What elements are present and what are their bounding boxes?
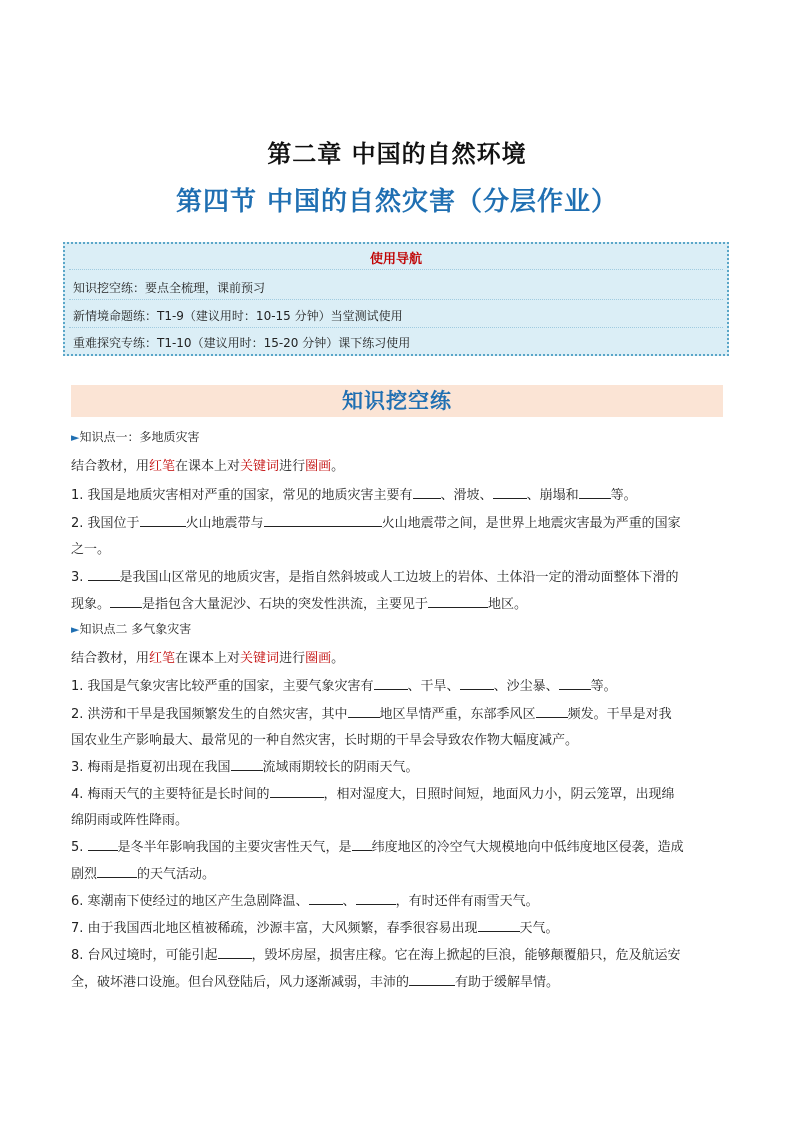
answer-blank[interactable] — [536, 705, 568, 718]
section-banner: 知识挖空练 — [71, 385, 723, 417]
navigation-row-preview: 知识挖空练：要点全梳理，课前预习 — [73, 281, 266, 295]
answer-blank[interactable] — [413, 486, 441, 499]
kp2-question-4: 4. 梅雨天气的主要特征是长时间的 ，相对湿度大，日照时间短，地面风力小，阴云笼罩，出现绵 — [71, 787, 675, 802]
answer-blank[interactable] — [428, 595, 488, 608]
kp1-question-2-cont: 之一。 — [71, 542, 111, 557]
kp2-question-5: 5. 是冬半年影响我国的主要灾害性天气，是 纬度地区的冷空气大规模地向中低纬度地区侵袭，造成 — [71, 840, 684, 855]
section-title: 第四节 中国的自然灾害（分层作业） — [175, 187, 619, 217]
navigation-row-classroom: 新情境命题练：T1-9（建议用时：10-15 分钟）当堂测试使用 — [73, 309, 403, 323]
answer-blank[interactable] — [559, 677, 591, 690]
kp1-question-1: 1. 我国是地质灾害相对严重的国家，常见的地质灾害主要有 、滑坡、 、崩塌和 等。 — [71, 488, 637, 503]
kp1-instruction: 结合教材，用红笔在课本上对关键词进行圈画。 — [71, 459, 345, 474]
triangle-icon: ► — [71, 431, 80, 444]
answer-blank[interactable] — [140, 514, 186, 527]
kp2-instruction: 结合教材，用红笔在课本上对关键词进行圈画。 — [71, 651, 345, 666]
kp2-question-2: 2. 洪涝和干旱是我国频繁发生的自然灾害，其中 地区旱情严重，东部季风区 频发。干旱是对我 — [71, 707, 672, 722]
answer-blank[interactable] — [579, 486, 611, 499]
navigation-title: 使用导航 — [369, 252, 423, 267]
answer-blank[interactable] — [348, 705, 380, 718]
kp2-question-3: 3. 梅雨是指夏初出现在我国 流域雨期较长的阴雨天气。 — [71, 760, 419, 775]
answer-blank[interactable] — [374, 677, 408, 690]
answer-blank[interactable] — [478, 919, 520, 932]
answer-blank[interactable] — [493, 486, 527, 499]
answer-blank[interactable] — [88, 568, 120, 581]
answer-blank[interactable] — [264, 514, 382, 527]
answer-blank[interactable] — [110, 595, 142, 608]
answer-blank[interactable] — [231, 758, 263, 771]
answer-blank[interactable] — [270, 785, 324, 798]
answer-blank[interactable] — [409, 973, 455, 986]
kp2-question-5-cont: 剧烈 的天气活动。 — [71, 867, 216, 882]
usage-navigation-box — [63, 242, 729, 356]
kp1-question-3-cont: 现象。 是指包含大量泥沙、石块的突发性洪流，主要见于 地区。 — [71, 597, 528, 612]
answer-blank[interactable] — [88, 838, 118, 851]
chapter-title: 第二章 中国的自然环境 — [267, 140, 527, 168]
answer-blank[interactable] — [356, 892, 396, 905]
divider — [69, 269, 723, 270]
answer-blank[interactable] — [309, 892, 343, 905]
kp1-question-3: 3. 是我国山区常见的地质灾害，是指自然斜坡或人工边坡上的岩体、土体沿一定的滑动面整体下滑的 — [71, 570, 679, 585]
triangle-icon: ► — [71, 623, 80, 636]
kp1-question-2: 2. 我国位于 火山地震带与 火山地震带之间，是世界上地震灾害最为严重的国家 — [71, 516, 681, 531]
knowledge-point-2-heading: ►知识点二 多气象灾害 — [71, 622, 192, 636]
answer-blank[interactable] — [352, 838, 372, 851]
divider — [69, 327, 723, 328]
kp2-question-8: 8. 台风过境时，可能引起 ，毁坏房屋，损害庄稼。它在海上掀起的巨浪，能够颠覆船只，危及航运安 — [71, 948, 681, 963]
kp2-question-2-cont: 国农业生产影响最大、最常见的一种自然灾害，长时期的干旱会导致农作物大幅度减产。 — [71, 733, 579, 748]
answer-blank[interactable] — [218, 946, 252, 959]
kp2-question-6: 6. 寒潮南下使经过的地区产生急剧降温、 、 ，有时还伴有雨雪天气。 — [71, 894, 539, 909]
answer-blank[interactable] — [460, 677, 494, 690]
divider — [69, 299, 723, 300]
knowledge-point-1-heading: ►知识点一：多地质灾害 — [71, 430, 200, 444]
answer-blank[interactable] — [97, 865, 137, 878]
navigation-row-homework: 重难探究专练：T1-10（建议用时：15-20 分钟）课下练习使用 — [73, 336, 411, 350]
kp2-question-8-cont: 全，破坏港口设施。但台风登陆后，风力逐渐减弱，丰沛的 有助于缓解旱情。 — [71, 975, 560, 990]
kp2-question-7: 7. 由于我国西北地区植被稀疏，沙源丰富，大风频繁，春季很容易出现 天气。 — [71, 921, 559, 936]
kp2-question-1: 1. 我国是气象灾害比较严重的国家，主要气象灾害有 、干旱、 、沙尘暴、 等。 — [71, 679, 617, 694]
kp2-question-4-cont: 绵阴雨或阵性降雨。 — [71, 813, 189, 828]
